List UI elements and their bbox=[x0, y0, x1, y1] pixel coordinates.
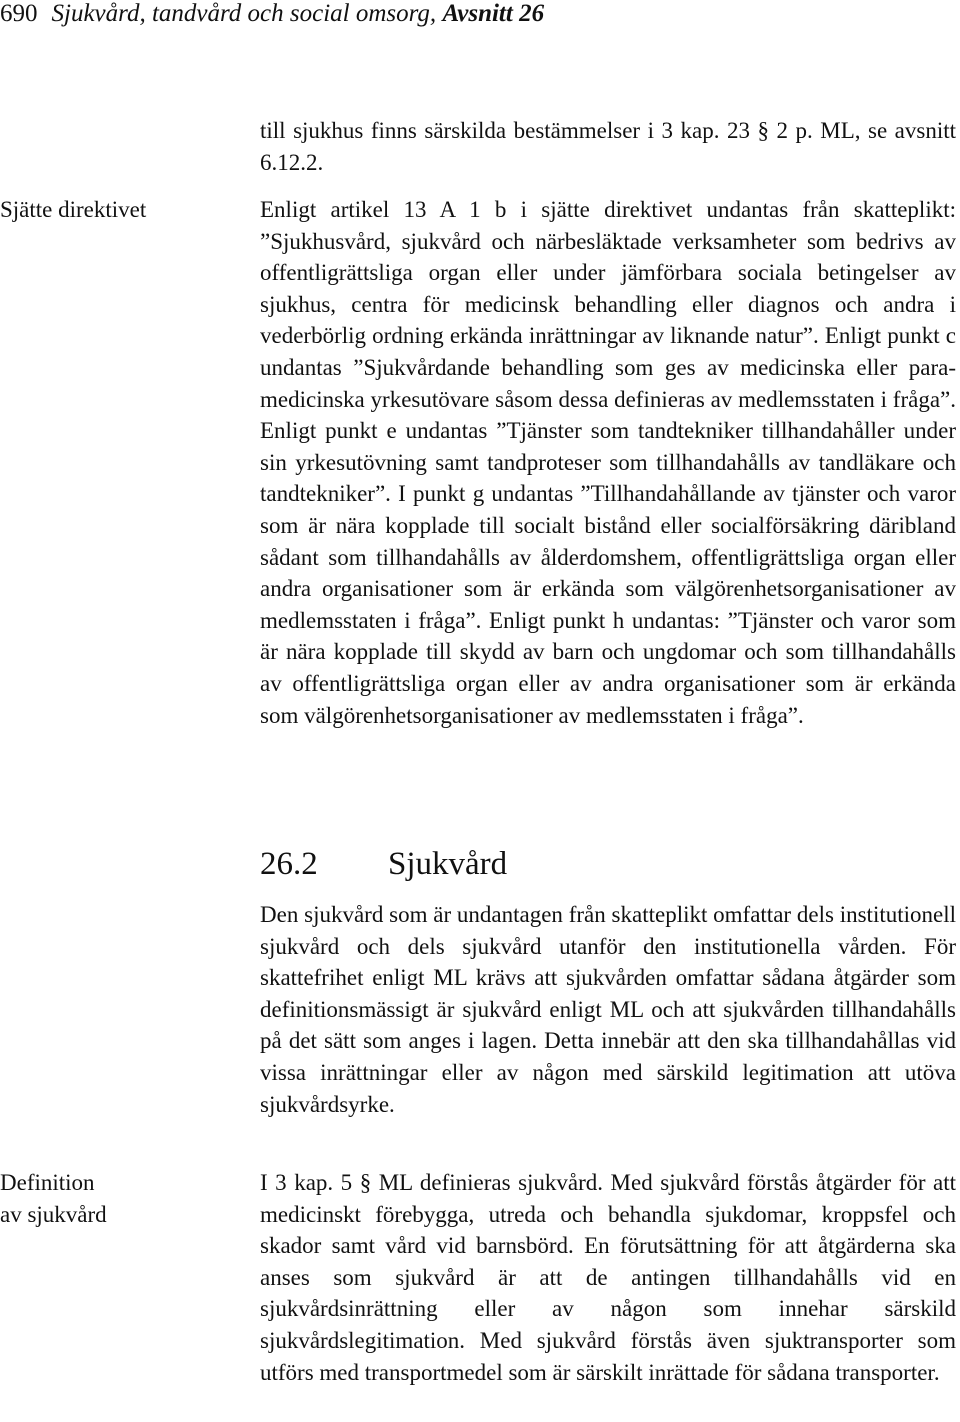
margin-label-definition-line1: Definition bbox=[0, 1170, 95, 1195]
directive-text: Enligt artikel 13 A 1 b i sjätte direktivet undantas från skatteplikt: ”Sjukhusvård, sjukvård och närbesläktade verksamheter som bedrivs av offentligrättsliga organ eller under jämförbara sociala betingelser av sjukhus, centra för medicinsk behandling eller diagnos och andra i vederbörlig ordning erkända inrättningar av liknande natur”. Enligt punkt c undantas ”Sjukvårdande behandling som ges av medicinska eller paramedicinska yrkesutövare såsom dessa definieras av medlemsstaten i fråga”. Enligt punkt e undantas ”Tjänster som tandtekniker tillhandahåller under sin yrkesutövning samt tandproteser som tillhandahålls av tandläkare och tandtekniker”. I punkt g undantas ”Tillhandahållande av tjänster och varor som är nära kopplade till socialt bistånd eller socialförsäkring däribland sådant som tillhandahålls av ålderdomshem, offentligrättsliga organ eller andra organisationer som är erkända som välgörenhetsorganisationer av medlemsstaten i fråga”. Enligt punkt h undantas: ”Tjänster och varor som är nära kopplade till skydd av barn och ungdomar och som tillhandahålls av offentligrättsliga organ eller av andra organisationer som är erkända som välgörenhetsorganisationer av medlemsstaten i fråga”. bbox=[260, 197, 956, 728]
margin-label-sjatte-direktivet: Sjätte direktivet bbox=[0, 197, 147, 222]
chapter-number: 26.2 bbox=[260, 846, 318, 882]
chapter-title: Sjukvård bbox=[388, 846, 508, 882]
chapter-text: Den sjukvård som är undantagen från skatteplikt omfattar dels institutionell sjukvård och dels sjukvård utanför den institutionella vården. För skattefrihet enligt ML krävs att sjukvården omfattar sådana åtgärder som definitionsmässigt är sjukvård enligt ML och att sjukvården tillhandahålls på det sätt som anges i lagen. Detta innebär att den ska tillhandahållas vid vissa inrättningar eller av någon med särskild legitimation att utöva sjukvårdsyrke. bbox=[260, 902, 956, 1117]
chapter-heading bbox=[260, 844, 507, 884]
running-section: Avsnitt 26 bbox=[442, 0, 545, 27]
definition-paragraph bbox=[260, 1167, 956, 1388]
intro-text: till sjukhus finns särskilda bestämmelser i 3 kap. 23 § 2 p. ML, se avsnitt 6.12.2. bbox=[260, 118, 956, 175]
margin-label-definition bbox=[0, 1167, 107, 1231]
margin-label-definition-line2: av sjukvård bbox=[0, 1202, 107, 1227]
page-header bbox=[0, 0, 544, 30]
definition-text: I 3 kap. 5 § ML definieras sjukvård. Med sjukvård förstås åtgärder för att medicinskt förebygga, utreda och behandla sjukdomar, kroppsfel och skador samt vård vid barnsbörd. En förutsättning för att åtgärderna ska anses som sjukvård är att de antingen tillhandahålls vid en sjukvårdsinrättning eller av någon som innehar särskild sjukvårdslegitimation. Med sjukvård förstås även sjuktransporter som utförs med transportmedel som är särskilt inrättade för sådana transporter. bbox=[260, 1170, 956, 1385]
chapter-paragraph bbox=[260, 899, 956, 1120]
running-title: Sjukvård, tandvård och social omsorg, bbox=[51, 0, 437, 27]
page-number: 690 bbox=[0, 0, 38, 27]
intro-paragraph bbox=[260, 115, 956, 178]
directive-paragraph bbox=[260, 194, 956, 731]
